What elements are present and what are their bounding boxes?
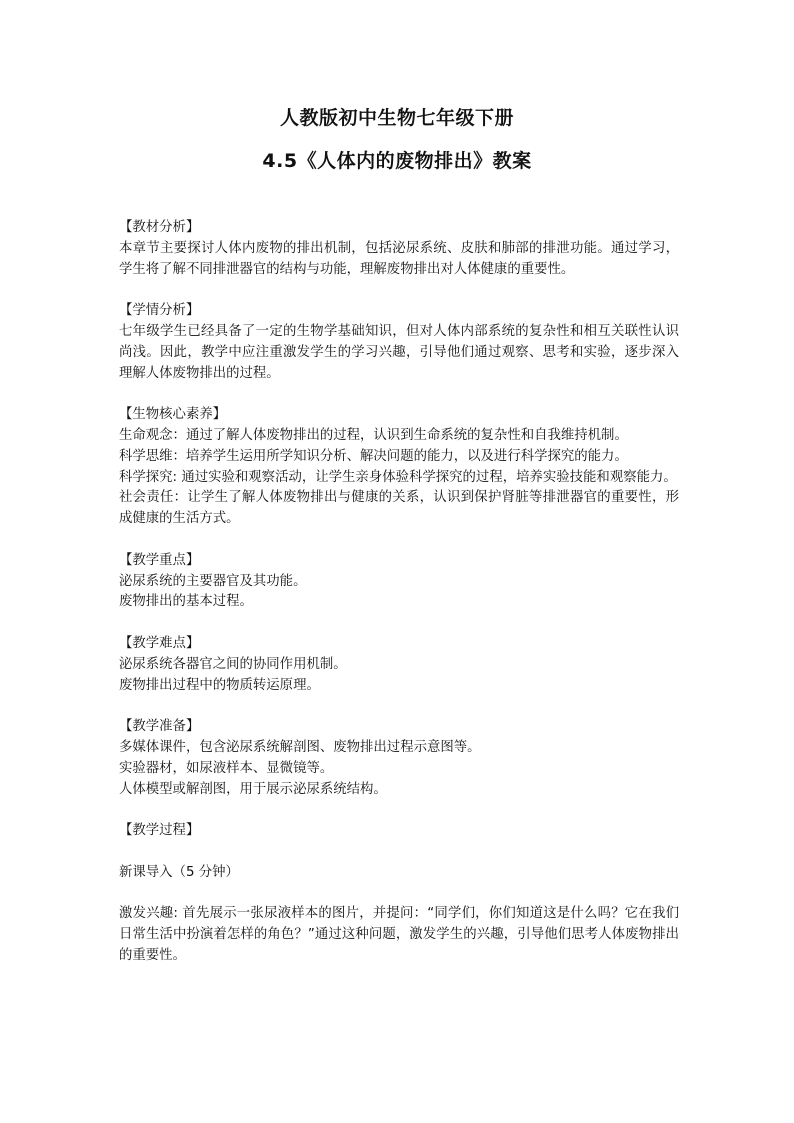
paragraph: 激发兴趣: 首先展示一张尿液样本的图片，并提问：“同学们，你们知道这是什么吗？它在我们日常生活中扮演着怎样的角色？”通过这种问题，激发学生的兴趣，引导他们思考人体废物排出的重要性。 <box>119 906 679 963</box>
section-heading: 【学情分析】 <box>119 303 200 319</box>
paragraph-scientific-inquiry: 科学探究: 通过实验和观察活动，让学生亲身体验科学探究的过程，培养实验技能和观察能力。 <box>119 469 677 485</box>
paragraph-scientific-thinking: 科学思维：培养学生运用所学知识分析、解决问题的能力，以及进行科学探究的能力。 <box>119 448 628 464</box>
paragraph: 七年级学生已经具备了一定的生物学基础知识，但对人体内部系统的复杂性和相互关联性认识尚浅。因此，教学中应注重激发学生的学习兴趣，引导他们通过观察、思考和实验，逐步深入理解人体废物排出的过程。 <box>119 323 679 381</box>
section-heading: 【教学难点】 <box>119 635 200 651</box>
section-student-analysis <box>119 301 679 384</box>
document-subtitle: 4.5《人体内的废物排出》教案 <box>262 150 532 172</box>
list-item: 废物排出过程中的物质转运原理。 <box>119 677 320 693</box>
list-item: 实验器材，如尿液样本、显微镜等。 <box>119 760 334 776</box>
list-item: 多媒体课件，包含泌尿系统解剖图、废物排出过程示意图等。 <box>119 739 481 755</box>
list-item: 废物排出的基本过程。 <box>119 594 253 610</box>
subsection-label: 新课导入（5 分钟） <box>119 864 239 880</box>
paragraph-social-responsibility: 社会责任：让学生了解人体废物排出与健康的关系，认识到保护肾脏等排泄器官的重要性，形成健康的生活方式。 <box>119 490 679 527</box>
section-teaching-focus <box>119 551 679 613</box>
paragraph-life-concept: 生命观念：通过了解人体废物排出的过程，认识到生命系统的复杂性和自我维持机制。 <box>119 427 628 443</box>
section-teaching-difficulties <box>119 634 679 696</box>
section-textbook-analysis <box>119 218 679 280</box>
section-teaching-preparation <box>119 717 679 800</box>
list-item: 人体模型或解剖图，用于展示泌尿系统结构。 <box>119 781 387 797</box>
list-item: 泌尿系统的主要器官及其功能。 <box>119 573 307 589</box>
list-item: 泌尿系统各器官之间的协同作用机制。 <box>119 656 347 672</box>
document-title: 人教版初中生物七年级下册 <box>279 107 514 129</box>
section-heading: 【教学重点】 <box>119 552 200 568</box>
section-teaching-process <box>119 821 679 967</box>
section-heading: 【教学过程】 <box>119 823 200 839</box>
section-heading: 【教学准备】 <box>119 719 200 735</box>
section-heading: 【教材分析】 <box>119 220 200 235</box>
section-core-literacy <box>119 405 679 530</box>
section-heading: 【生物核心素养】 <box>119 407 227 423</box>
paragraph: 本章节主要探讨人体内废物的排出机制，包括泌尿系统、皮肤和肺部的排泄功能。通过学习，学生将了解不同排泄器官的结构与功能，理解废物排出对人体健康的重要性。 <box>119 240 679 277</box>
document-body <box>119 218 679 967</box>
